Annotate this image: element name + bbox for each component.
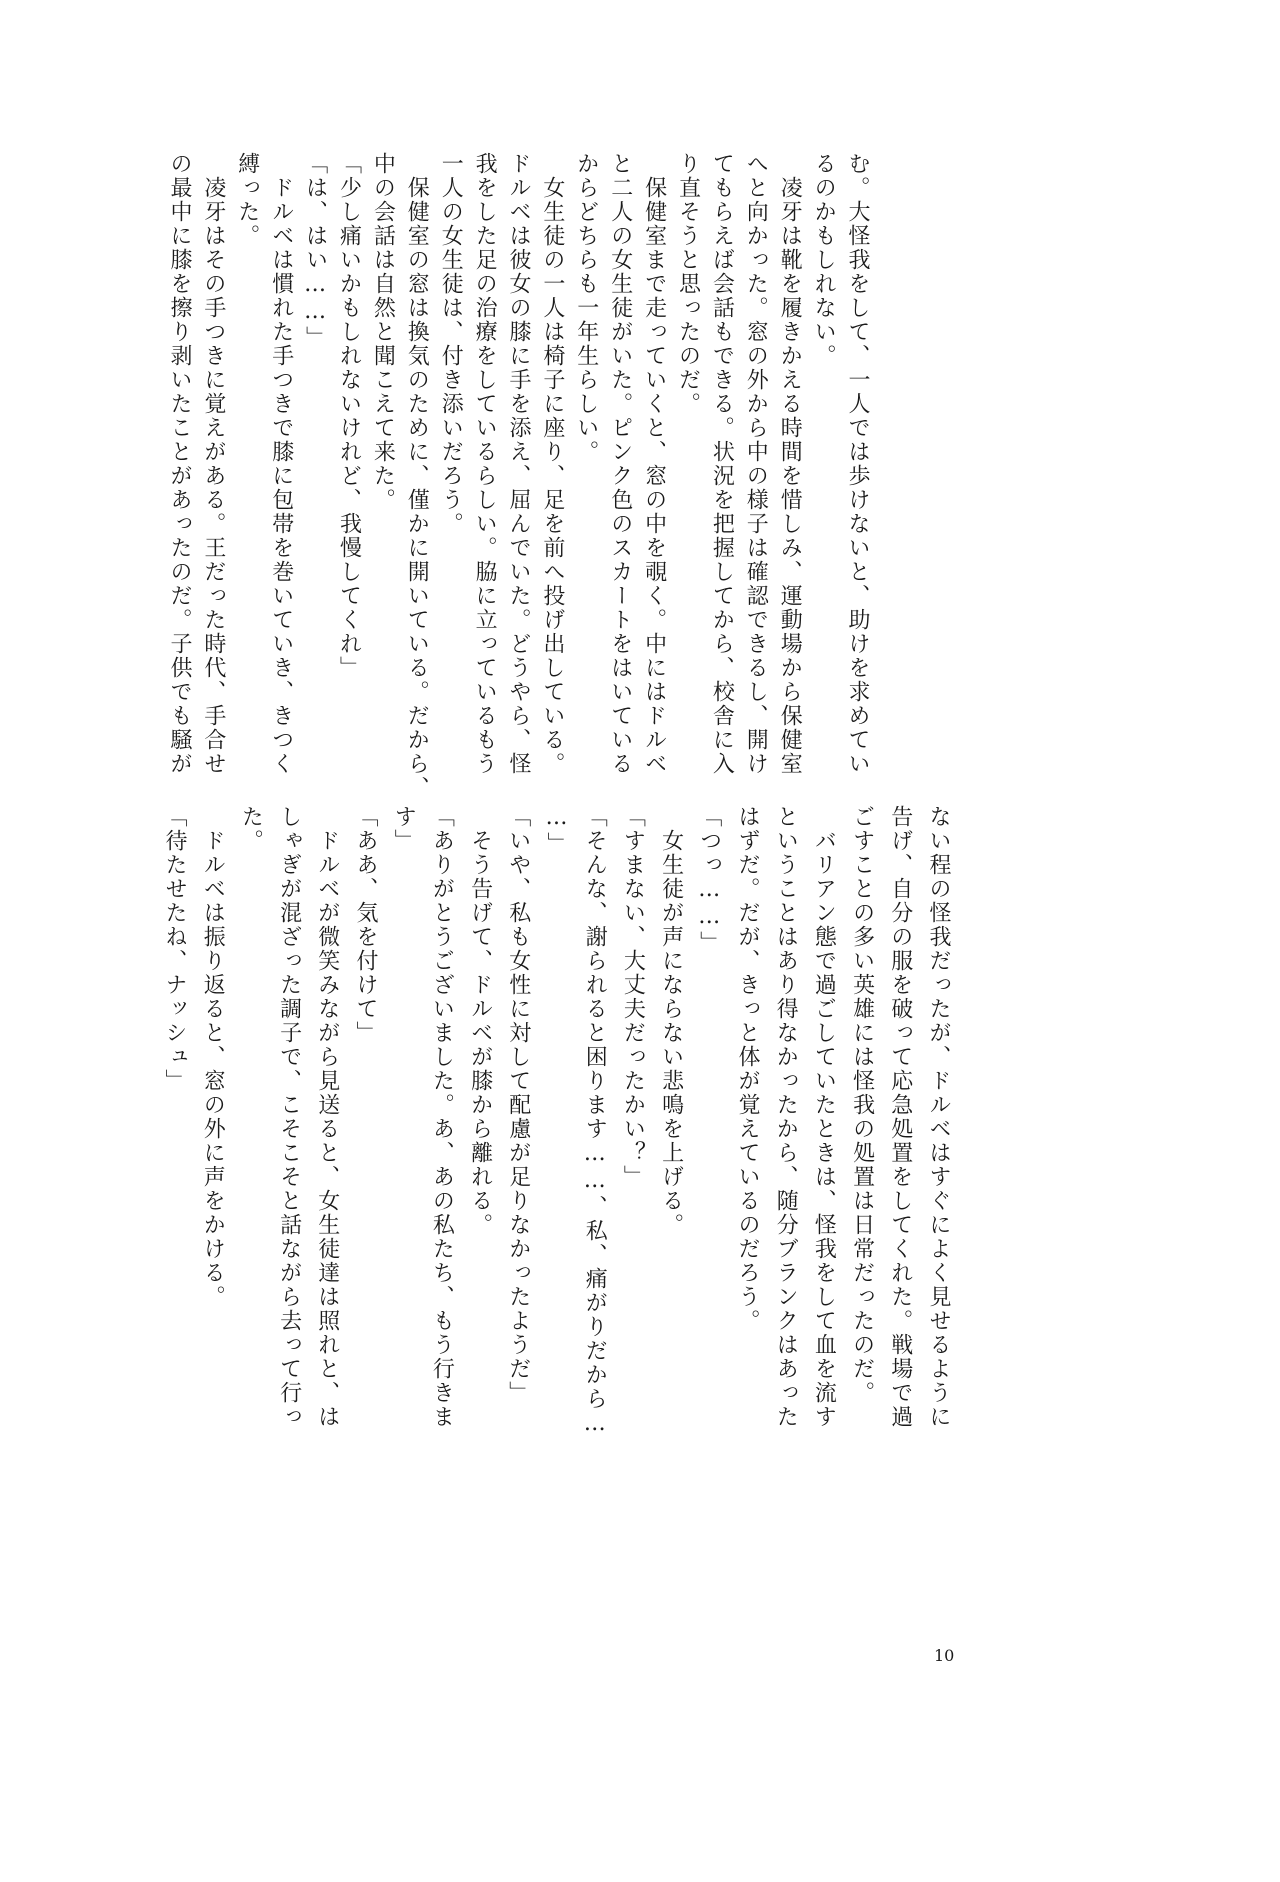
bottom-block-line: ドルベが微笑みながら見送ると、女生徒達は照れと、は	[314, 805, 340, 1429]
top-block-line: 中の会話は自然と聞こえて来た。	[370, 152, 396, 512]
top-block-line: 一人の女生徒は、付き添いだろう。	[438, 152, 464, 536]
bottom-block-line: 「ああ、気を付けて」	[353, 805, 378, 1045]
bottom-block-line: …」	[544, 805, 569, 856]
bottom-block-line: す」	[391, 805, 417, 853]
top-block-line: 縛った。	[234, 152, 260, 248]
top-block-line: 我をした足の治療をしているらしい。脇に立っているもう	[472, 152, 498, 776]
bottom-block-line: バリアン態で過ごしていたときは、怪我をして血を流す	[811, 805, 837, 1429]
bottom-block-line: 「つっ……」	[696, 805, 722, 955]
bottom-block-line: 告げ、自分の服を破って応急処置をしてくれた。戦場で過	[887, 805, 913, 1429]
top-block-line: 「は、はい……」	[302, 152, 328, 350]
top-block-line: の最中に膝を擦り剥いたことがあったのだ。子供でも騒が	[167, 152, 192, 776]
bottom-block-line: しゃぎが混ざった調子で、こそこそと話ながら去って行っ	[276, 805, 302, 1429]
top-block-line: へと向かった。窓の外から中の様子は確認できるし、開け	[743, 152, 769, 776]
bottom-block-line: 「いや、私も女性に対して配慮が足りなかったようだ」	[505, 805, 531, 1405]
top-block-line: からどちらも一年生らしい。	[573, 152, 599, 464]
bottom-block-line: はずだ。だが、きっと体が覚えているのだろう。	[735, 805, 760, 1333]
top-block-line: 「少し痛いかもしれないけれど、我慢してくれ」	[336, 152, 362, 680]
top-block-line: 女生徒の一人は椅子に座り、足を前へ投げ出している。	[539, 152, 565, 776]
page-number: 10	[934, 1646, 955, 1665]
bottom-block-line: 「ありがとうございました。あ、あの私たち、もう行きま	[429, 805, 455, 1429]
top-block-line: ドルベは彼女の膝に手を添え、屈んでいた。どうやら、怪	[506, 152, 531, 776]
top-block-line: と二人の女生徒がいた。ピンク色のスカートをはいている	[607, 152, 633, 776]
bottom-block-line: 女生徒が声にならない悲鳴を上げる。	[658, 805, 684, 1237]
bottom-block-line: そう告げて、ドルベが膝から離れる。	[467, 805, 493, 1237]
bottom-block-line: ということはあり得なかったから、随分ブランクはあった	[773, 805, 799, 1429]
top-block-line: 凌牙は靴を履きかえる時間を惜しみ、運動場から保健室	[777, 152, 803, 776]
bottom-block-line: た。	[238, 805, 264, 853]
top-block-line: 保健室の窓は換気のために、僅かに開いている。だから、	[404, 152, 430, 800]
top-block-line: り直そうと思ったのだ。	[675, 152, 701, 416]
top-block-line: む。大怪我をして、一人では歩けないと、助けを求めてい	[845, 152, 870, 776]
top-block-line: るのかもしれない。	[811, 152, 837, 368]
bottom-block-line: ない程の怪我だったが、ドルベはすぐによく見せるように	[926, 805, 951, 1429]
bottom-block-line: 「すまない、大丈夫だったかい？」	[620, 805, 646, 1189]
top-block-line: てもらえば会話もできる。状況を把握してから、校舎に入	[709, 152, 735, 776]
top-block-line: ドルベは慣れた手つきで膝に包帯を巻いていき、きつく	[268, 152, 294, 776]
top-block-line: 凌牙はその手つきに覚えがある。王だった時代、手合せ	[200, 152, 226, 776]
bottom-block-line: 「そんな、謝られると困ります……、私、痛がりだから…	[582, 805, 608, 1438]
bottom-block-line: ドルベは振り返ると、窓の外に声をかける。	[200, 805, 226, 1309]
bottom-block-line: 「待たせたね、ナッシュ」	[162, 805, 187, 1093]
bottom-block-line: ごすことの多い英雄には怪我の処置は日常だったのだ。	[849, 805, 875, 1405]
top-block-line: 保健室まで走っていくと、窓の中を覗く。中にはドルベ	[641, 152, 667, 776]
